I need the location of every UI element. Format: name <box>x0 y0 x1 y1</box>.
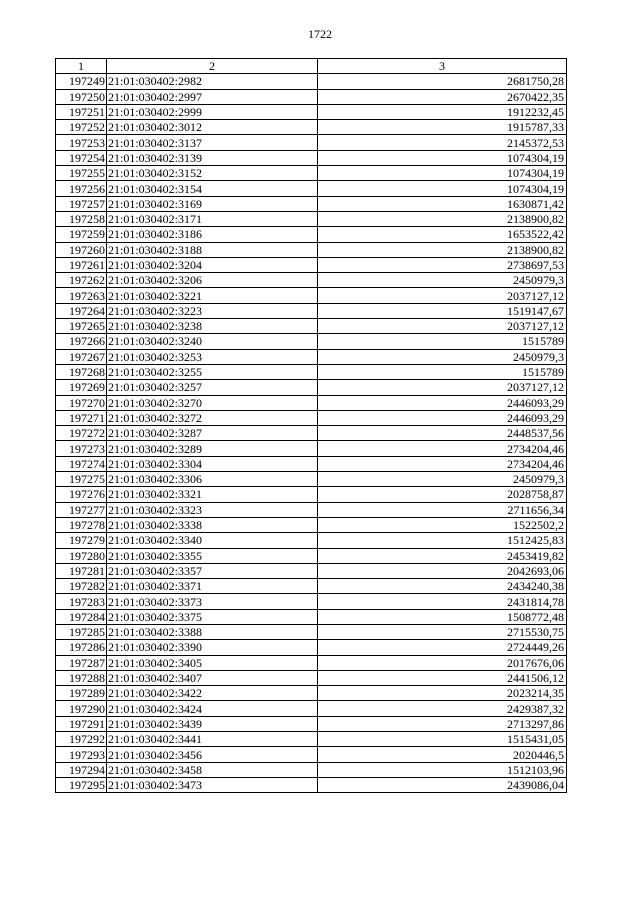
column-header-3: 3 <box>318 59 567 74</box>
cadastral-number: 21:01:030402:3321 <box>107 487 318 502</box>
row-number: 197293 <box>56 747 107 762</box>
cadastral-value: 2429387,32 <box>318 701 567 716</box>
cadastral-value: 2028758,87 <box>318 487 567 502</box>
row-number: 197272 <box>56 426 107 441</box>
cadastral-value: 2138900,82 <box>318 211 567 226</box>
cadastral-number: 21:01:030402:3238 <box>107 319 318 334</box>
table-row <box>56 426 567 441</box>
cadastral-number: 21:01:030402:3186 <box>107 227 318 242</box>
table-row <box>56 624 567 639</box>
cadastral-number: 21:01:030402:3340 <box>107 533 318 548</box>
cadastral-number: 21:01:030402:3257 <box>107 380 318 395</box>
cadastral-value: 2138900,82 <box>318 242 567 257</box>
table-row <box>56 456 567 471</box>
cadastral-value: 2042693,06 <box>318 563 567 578</box>
cadastral-value: 2434240,38 <box>318 579 567 594</box>
page-number: 1722 <box>308 27 332 41</box>
cadastral-value: 1515431,05 <box>318 732 567 747</box>
cadastral-value: 1653522,42 <box>318 227 567 242</box>
cadastral-number: 21:01:030402:3188 <box>107 242 318 257</box>
cadastral-number: 21:01:030402:3323 <box>107 502 318 517</box>
cadastral-value: 2037127,12 <box>318 319 567 334</box>
cadastral-value: 2713297,86 <box>318 716 567 731</box>
cadastral-number: 21:01:030402:3338 <box>107 517 318 532</box>
row-number: 197284 <box>56 609 107 624</box>
row-number: 197295 <box>56 777 107 792</box>
cadastral-number: 21:01:030402:2982 <box>107 74 318 89</box>
cadastral-value: 1512425,83 <box>318 533 567 548</box>
table-row <box>56 472 567 487</box>
row-number: 197267 <box>56 349 107 364</box>
cadastral-number: 21:01:030402:3223 <box>107 303 318 318</box>
cadastral-value: 2023214,35 <box>318 686 567 701</box>
cadastral-number: 21:01:030402:3169 <box>107 196 318 211</box>
row-number: 197257 <box>56 196 107 211</box>
row-number: 197279 <box>56 533 107 548</box>
row-number: 197251 <box>56 104 107 119</box>
row-number: 197253 <box>56 135 107 150</box>
table-row <box>56 502 567 517</box>
table-row <box>56 410 567 425</box>
cadastral-number: 21:01:030402:3255 <box>107 364 318 379</box>
table-row <box>56 762 567 777</box>
header-row <box>56 59 567 74</box>
table-row <box>56 150 567 165</box>
row-number: 197282 <box>56 579 107 594</box>
cadastral-number: 21:01:030402:3375 <box>107 609 318 624</box>
table-row <box>56 533 567 548</box>
cadastral-value: 2017676,06 <box>318 655 567 670</box>
cadastral-value: 2715530,75 <box>318 624 567 639</box>
row-number: 197259 <box>56 227 107 242</box>
row-number: 197265 <box>56 319 107 334</box>
cadastral-value: 2734204,46 <box>318 456 567 471</box>
row-number: 197280 <box>56 548 107 563</box>
row-number: 197287 <box>56 655 107 670</box>
table-row <box>56 303 567 318</box>
row-number: 197270 <box>56 395 107 410</box>
cadastral-value: 1522502,2 <box>318 517 567 532</box>
table-row <box>56 594 567 609</box>
cadastral-value: 2448537,56 <box>318 426 567 441</box>
cadastral-value: 1515789 <box>318 334 567 349</box>
table-row <box>56 104 567 119</box>
cadastral-value: 2431814,78 <box>318 594 567 609</box>
row-number: 197268 <box>56 364 107 379</box>
cadastral-number: 21:01:030402:3422 <box>107 686 318 701</box>
table-row <box>56 257 567 272</box>
cadastral-value: 1512103,96 <box>318 762 567 777</box>
table-row <box>56 716 567 731</box>
cadastral-number: 21:01:030402:3253 <box>107 349 318 364</box>
table-header <box>56 59 567 74</box>
cadastral-value: 1630871,42 <box>318 196 567 211</box>
table-row <box>56 288 567 303</box>
cadastral-value: 2681750,28 <box>318 74 567 89</box>
cadastral-number: 21:01:030402:3139 <box>107 150 318 165</box>
table-row <box>56 181 567 196</box>
table-row <box>56 579 567 594</box>
cadastral-number: 21:01:030402:3373 <box>107 594 318 609</box>
table-row <box>56 196 567 211</box>
row-number: 197286 <box>56 640 107 655</box>
table-row <box>56 563 567 578</box>
cadastral-value: 2020446,5 <box>318 747 567 762</box>
table-row <box>56 548 567 563</box>
row-number: 197261 <box>56 257 107 272</box>
table-row <box>56 686 567 701</box>
cadastral-number: 21:01:030402:3154 <box>107 181 318 196</box>
table-row <box>56 120 567 135</box>
cadastral-number: 21:01:030402:3152 <box>107 166 318 181</box>
table-row <box>56 380 567 395</box>
table-row <box>56 655 567 670</box>
cadastral-number: 21:01:030402:3204 <box>107 257 318 272</box>
row-number: 197264 <box>56 303 107 318</box>
table-row <box>56 487 567 502</box>
cadastral-number: 21:01:030402:3240 <box>107 334 318 349</box>
row-number: 197288 <box>56 670 107 685</box>
cadastral-value: 2145372,53 <box>318 135 567 150</box>
row-number: 197292 <box>56 732 107 747</box>
cadastral-value: 2439086,04 <box>318 777 567 792</box>
cadastral-number: 21:01:030402:3221 <box>107 288 318 303</box>
table-row <box>56 334 567 349</box>
table-row <box>56 777 567 792</box>
cadastral-value: 1519147,67 <box>318 303 567 318</box>
cadastral-value: 1508772,48 <box>318 609 567 624</box>
cadastral-number: 21:01:030402:2999 <box>107 104 318 119</box>
cadastral-number: 21:01:030402:3287 <box>107 426 318 441</box>
cadastral-value: 2441506,12 <box>318 670 567 685</box>
cadastral-value: 2037127,12 <box>318 380 567 395</box>
cadastral-number: 21:01:030402:3289 <box>107 441 318 456</box>
cadastral-value: 2037127,12 <box>318 288 567 303</box>
table-row <box>56 319 567 334</box>
cadastral-number: 21:01:030402:3371 <box>107 579 318 594</box>
row-number: 197278 <box>56 517 107 532</box>
cadastral-number: 21:01:030402:3405 <box>107 655 318 670</box>
cadastral-value: 2738697,53 <box>318 257 567 272</box>
row-number: 197258 <box>56 211 107 226</box>
row-number: 197260 <box>56 242 107 257</box>
cadastral-number: 21:01:030402:3407 <box>107 670 318 685</box>
cadastral-value: 1515789 <box>318 364 567 379</box>
table-row <box>56 732 567 747</box>
cadastral-number: 21:01:030402:3439 <box>107 716 318 731</box>
table-row <box>56 701 567 716</box>
cadastral-number: 21:01:030402:3424 <box>107 701 318 716</box>
column-header-1: 1 <box>56 59 107 74</box>
cadastral-number: 21:01:030402:3304 <box>107 456 318 471</box>
row-number: 197289 <box>56 686 107 701</box>
cadastral-number: 21:01:030402:3355 <box>107 548 318 563</box>
table-row <box>56 395 567 410</box>
table-body <box>56 74 567 793</box>
row-number: 197274 <box>56 456 107 471</box>
cadastral-number: 21:01:030402:3458 <box>107 762 318 777</box>
row-number: 197250 <box>56 89 107 104</box>
table-row <box>56 640 567 655</box>
row-number: 197249 <box>56 74 107 89</box>
cadastral-number: 21:01:030402:3473 <box>107 777 318 792</box>
table-row <box>56 609 567 624</box>
table-row <box>56 273 567 288</box>
table-row <box>56 517 567 532</box>
cadastral-number: 21:01:030402:3012 <box>107 120 318 135</box>
row-number: 197290 <box>56 701 107 716</box>
cadastral-value: 1912232,45 <box>318 104 567 119</box>
table-row <box>56 74 567 89</box>
row-number: 197256 <box>56 181 107 196</box>
table-row <box>56 89 567 104</box>
table-row <box>56 166 567 181</box>
cadastral-value: 2450979,3 <box>318 273 567 288</box>
cadastral-value: 2670422,35 <box>318 89 567 104</box>
cadastral-value: 2450979,3 <box>318 472 567 487</box>
column-header-2: 2 <box>107 59 318 74</box>
table-row <box>56 242 567 257</box>
table-row <box>56 364 567 379</box>
row-number: 197291 <box>56 716 107 731</box>
cadastral-value: 2724449,26 <box>318 640 567 655</box>
cadastral-number: 21:01:030402:3272 <box>107 410 318 425</box>
row-number: 197255 <box>56 166 107 181</box>
cadastral-value: 2453419,82 <box>318 548 567 563</box>
cadastral-value: 1915787,33 <box>318 120 567 135</box>
row-number: 197263 <box>56 288 107 303</box>
cadastral-number: 21:01:030402:3390 <box>107 640 318 655</box>
row-number: 197294 <box>56 762 107 777</box>
row-number: 197266 <box>56 334 107 349</box>
table-row <box>56 441 567 456</box>
row-number: 197252 <box>56 120 107 135</box>
table-row <box>56 349 567 364</box>
row-number: 197283 <box>56 594 107 609</box>
cadastral-number: 21:01:030402:3306 <box>107 472 318 487</box>
table-row <box>56 211 567 226</box>
cadastral-number: 21:01:030402:3137 <box>107 135 318 150</box>
cadastral-number: 21:01:030402:3206 <box>107 273 318 288</box>
row-number: 197254 <box>56 150 107 165</box>
row-number: 197262 <box>56 273 107 288</box>
cadastral-number: 21:01:030402:3357 <box>107 563 318 578</box>
table-row <box>56 670 567 685</box>
table-row <box>56 135 567 150</box>
cadastral-value: 2446093,29 <box>318 410 567 425</box>
cadastral-number: 21:01:030402:2997 <box>107 89 318 104</box>
row-number: 197269 <box>56 380 107 395</box>
cadastral-number: 21:01:030402:3441 <box>107 732 318 747</box>
cadastral-value: 1074304,19 <box>318 166 567 181</box>
row-number: 197273 <box>56 441 107 456</box>
row-number: 197271 <box>56 410 107 425</box>
cadastral-number: 21:01:030402:3171 <box>107 211 318 226</box>
table-row <box>56 227 567 242</box>
cadastral-value: 2734204,46 <box>318 441 567 456</box>
cadastral-number: 21:01:030402:3270 <box>107 395 318 410</box>
row-number: 197281 <box>56 563 107 578</box>
row-number: 197277 <box>56 502 107 517</box>
cadastral-value: 2446093,29 <box>318 395 567 410</box>
cadastral-number: 21:01:030402:3456 <box>107 747 318 762</box>
cadastral-value: 2450979,3 <box>318 349 567 364</box>
row-number: 197276 <box>56 487 107 502</box>
row-number: 197275 <box>56 472 107 487</box>
cadastral-number: 21:01:030402:3388 <box>107 624 318 639</box>
registry-table <box>55 58 567 793</box>
table-row <box>56 747 567 762</box>
cadastral-value: 1074304,19 <box>318 150 567 165</box>
cadastral-value: 1074304,19 <box>318 181 567 196</box>
cadastral-value: 2711656,34 <box>318 502 567 517</box>
row-number: 197285 <box>56 624 107 639</box>
